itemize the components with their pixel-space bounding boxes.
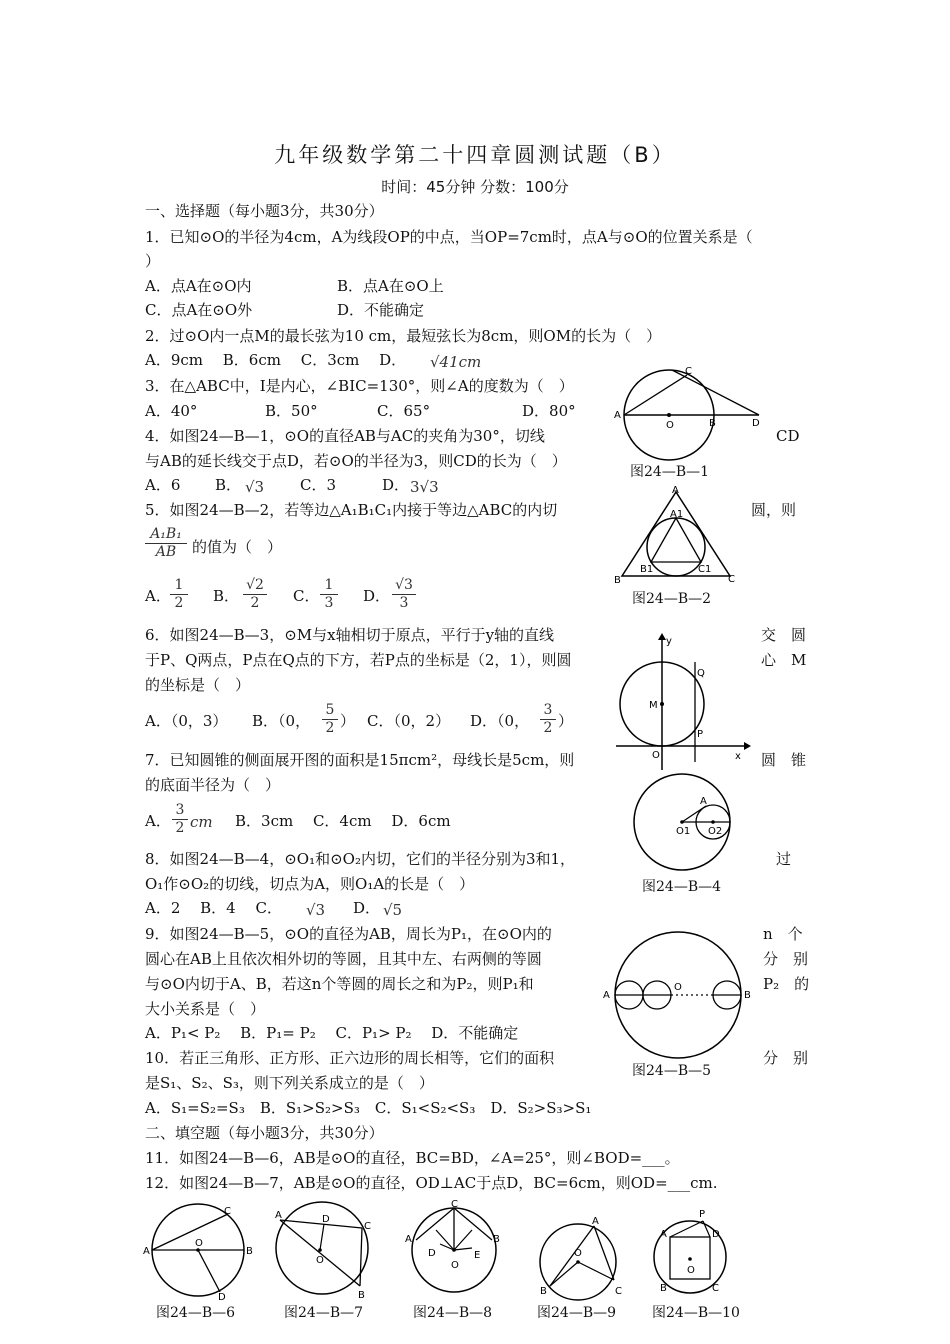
fig3-label-p: P <box>697 729 704 740</box>
q4-line2: 与AB的延长线交于点D，若⊙O的半径为3，则CD的长为（ ） <box>145 452 567 470</box>
caption-24-b-1: 图24—B—1 <box>630 464 710 480</box>
q6-option-d-close: ） <box>558 712 574 730</box>
q5-option-b-label: B． <box>213 587 240 605</box>
caption-24-b-6: 图24—B—6 <box>156 1305 236 1321</box>
q11-stem: 11．如图24—B—6，AB是⊙O的直径，BC=BD，∠A=25°，则∠BOD=___。 <box>145 1149 680 1167</box>
q7-option-a-label: A． <box>145 812 171 830</box>
q6-b-num: 5 <box>325 702 335 718</box>
figure-24-b-2 <box>612 484 742 586</box>
fig8-label-o: O <box>451 1260 459 1271</box>
q8-option-d: D． <box>353 899 381 917</box>
q7-line1-end: 圆 锥 <box>761 751 807 769</box>
q1-option-b: B．点A在⊙O上 <box>337 277 444 295</box>
q6-line1: 6．如图24—B—3，⊙M与x轴相切于原点，平行于y轴的直线 <box>145 626 555 644</box>
q7-line2: 的底面半径为（ ） <box>145 776 281 794</box>
fig5-label-a: A <box>603 990 610 1001</box>
q8-option-d-value: √5 <box>383 901 403 919</box>
q5-fraction-numerator: A₁B₁ <box>150 526 182 542</box>
fig10-label-c: C <box>712 1283 719 1294</box>
q6-option-d: D．（0， <box>470 712 530 730</box>
fig7-label-c: C <box>364 1221 371 1232</box>
fig1-label-b: B <box>709 418 716 429</box>
figure-24-b-8 <box>402 1200 502 1302</box>
fig8-label-e: E <box>474 1250 481 1261</box>
fig1-label-o: O <box>666 420 674 431</box>
q5-line1-end: 圆，则 <box>751 501 797 519</box>
fig1-label-a: A <box>614 410 621 421</box>
fig2-label-a1: A1 <box>670 509 684 520</box>
q1-option-a: A．点A在⊙O内 <box>145 277 252 295</box>
q5-b-num: √2 <box>246 577 264 593</box>
figure-24-b-3 <box>612 632 752 772</box>
fig7-label-a: A <box>275 1210 282 1221</box>
fig7-label-b: B <box>358 1290 365 1301</box>
q4-option-d-value: 3√3 <box>410 478 439 496</box>
fig9-label-c: C <box>615 1286 622 1297</box>
fig9-label-o: O <box>574 1248 582 1259</box>
q9-options: A．P₁< P₂ B．P₁= P₂ C．P₁> P₂ D．不能确定 <box>145 1024 519 1042</box>
fig7-label-d: D <box>322 1214 330 1225</box>
fig6-label-o: O <box>195 1238 203 1249</box>
q6-option-d-fraction <box>540 702 556 737</box>
q3-option-a: A．40° <box>145 402 198 420</box>
q9-line2-end: 分 别 <box>763 950 809 968</box>
q5-a-den: 2 <box>170 594 188 612</box>
q3-option-b: B．50° <box>265 402 318 420</box>
fig3-label-m: M <box>649 700 658 711</box>
q10-options: A．S₁=S₂=S₃ B．S₁>S₂>S₃ C．S₁<S₂<S₃ D．S₂>S₃>S₁ <box>145 1099 592 1117</box>
fig8-label-a: A <box>405 1234 412 1245</box>
q7-line1: 7．已知圆锥的侧面展开图的面积是15πcm²，母线长是5cm，则 <box>145 751 575 769</box>
q6-option-b: B．（0， <box>252 712 311 730</box>
page-subtitle: 时间：45分钟 分数：100分 <box>381 178 569 196</box>
q4-option-d: D． <box>382 476 410 494</box>
fig3-label-x: x <box>735 751 741 762</box>
fig3-label-o: O <box>652 750 660 761</box>
fig2-label-b: B <box>614 575 621 586</box>
fig6-label-c: C <box>224 1206 231 1217</box>
fig10-label-b: B <box>660 1283 667 1294</box>
q9-line1: 9．如图24—B—5，⊙O的直径为AB，周长为P₁，在⊙O内的 <box>145 925 552 943</box>
q4-line1-end: CD <box>776 427 800 445</box>
fig3-label-q: Q <box>697 668 705 679</box>
fig2-label-b1: B1 <box>640 564 654 575</box>
q10-line2: 是S₁、S₂、S₃，则下列关系成立的是（ ） <box>145 1074 434 1092</box>
q4-option-b-value: √3 <box>245 478 265 496</box>
fig8-label-c: C <box>451 1199 458 1210</box>
q5-d-num: √3 <box>395 577 413 593</box>
q8-options: A．2 B．4 C． <box>145 899 282 917</box>
fig10-label-a: A <box>660 1229 667 1240</box>
section-fill-heading: 二、填空题（每小题3分，共30分） <box>145 1124 384 1142</box>
caption-24-b-5: 图24—B—5 <box>632 1063 712 1079</box>
q9-line1-end: n 个 <box>763 925 803 943</box>
q8-line2: O₁作⊙O₂的切线，切点为A，则O₁A的长是（ ） <box>145 875 475 893</box>
q7-option-a-fraction <box>172 802 188 837</box>
q3-option-d: D．80° <box>522 402 576 420</box>
q4-line1: 4．如图24—B—1，⊙O的直径AB与AC的夹角为30°，切线 <box>145 427 545 445</box>
fig10-label-p: P <box>699 1209 706 1220</box>
q3-option-c: C．65° <box>377 402 431 420</box>
q7-option-a-unit: cm <box>190 813 213 831</box>
fig4-label-a: A <box>700 796 707 807</box>
fig8-label-d: D <box>428 1248 436 1259</box>
q4-option-c: C．3 <box>300 476 337 494</box>
figure-24-b-5 <box>600 930 760 1060</box>
fig3-label-y: y <box>666 636 672 647</box>
q3-stem: 3．在△ABC中，I是内心，∠BIC=130°，则∠A的度数为（ ） <box>145 377 574 395</box>
fig9-label-a: A <box>592 1216 599 1227</box>
q5-option-c-fraction <box>320 577 338 612</box>
q6-b-den: 2 <box>322 719 338 737</box>
fig10-label-d: D <box>712 1229 720 1240</box>
caption-24-b-8: 图24—B—8 <box>413 1305 493 1321</box>
q1-line2: ） <box>145 252 161 270</box>
fig2-label-c: C <box>728 574 735 585</box>
q5-option-d-label: D． <box>363 587 391 605</box>
q5-option-d-fraction <box>392 577 416 612</box>
fig6-label-a: A <box>143 1246 150 1257</box>
fig1-label-c: C <box>685 366 692 377</box>
q4-option-b: B． <box>215 476 242 494</box>
fig4-label-o1: O1 <box>676 826 691 837</box>
q10-line1: 10．若正三角形、正方形、正六边形的周长相等，它们的面积 <box>145 1049 555 1067</box>
q4-option-a: A．6 <box>145 476 181 494</box>
caption-24-b-7: 图24—B—7 <box>284 1305 364 1321</box>
q7-a-den: 2 <box>172 819 188 837</box>
q5-line1: 5．如图24—B—2，若等边△A₁B₁C₁内接于等边△ABC的内切 <box>145 501 558 519</box>
q6-option-a: A．（0，3） <box>145 712 228 730</box>
fig10-label-o: O <box>687 1265 695 1276</box>
q6-line3: 的坐标是（ ） <box>145 676 251 694</box>
q7-a-num: 3 <box>175 802 185 818</box>
q6-line1-end: 交 圆 <box>761 626 807 644</box>
fig2-label-c1: C1 <box>698 564 712 575</box>
fig5-label-o: O <box>674 982 682 993</box>
fig7-label-o: O <box>316 1255 324 1266</box>
q6-line2: 于P、Q两点，P点在Q点的下方，若P点的坐标是（2，1），则圆 <box>145 651 572 669</box>
q12-stem: 12．如图24—B—7，AB是⊙O的直径，OD⊥AC于点D，BC=6cm，则OD=___cm. <box>145 1174 718 1192</box>
q5-a-num: 1 <box>174 577 184 593</box>
q9-line4: 大小关系是（ ） <box>145 1000 266 1018</box>
figure-24-b-7 <box>268 1198 383 1302</box>
q9-line2: 圆心在AB上且依次相外切的等圆，且其中左、右两侧的等圆 <box>145 950 542 968</box>
fig2-label-a: A <box>672 485 679 496</box>
caption-24-b-10: 图24—B—10 <box>652 1305 740 1321</box>
q5-fraction <box>145 526 187 561</box>
q5-line2: 的值为（ ） <box>192 538 283 556</box>
q9-line3: 与⊙O内切于A、B，若这n个等圆的周长之和为P₂，则P₁和 <box>145 975 534 993</box>
fig9-label-b: B <box>540 1286 547 1297</box>
q5-option-c-label: C． <box>293 587 320 605</box>
q5-option-b-fraction <box>243 577 267 612</box>
q6-option-b-close: ） <box>340 712 356 730</box>
q8-line1-end: 过 <box>776 850 792 868</box>
q10-line1-end: 分 别 <box>763 1049 809 1067</box>
caption-24-b-2: 图24—B—2 <box>632 591 712 607</box>
q8-line1: 8．如图24—B—4，⊙O₁和⊙O₂内切，它们的半径分别为3和1， <box>145 850 576 868</box>
q9-line3-end: P₂ 的 <box>763 975 810 993</box>
q5-c-num: 1 <box>324 577 334 593</box>
figure-24-b-6 <box>140 1200 253 1303</box>
q1-option-c: C．点A在⊙O外 <box>145 301 253 319</box>
q8-option-c-value: √3 <box>306 901 326 919</box>
figure-24-b-4 <box>620 770 750 874</box>
q6-d-num: 3 <box>543 702 553 718</box>
figure-24-b-9 <box>530 1212 630 1304</box>
q6-line2-end: 心 M <box>761 651 807 669</box>
page-title: 九年级数学第二十四章圆测试题（B） <box>274 143 676 167</box>
q7-other-options: B．3cm C．4cm D．6cm <box>235 812 451 830</box>
caption-24-b-9: 图24—B—9 <box>537 1305 617 1321</box>
q2-options: A．9cm B．6cm C．3cm D． <box>145 351 407 369</box>
q5-c-den: 3 <box>320 594 338 612</box>
q5-d-den: 3 <box>392 594 416 612</box>
q6-d-den: 2 <box>540 719 556 737</box>
fig6-label-b: B <box>246 1246 253 1257</box>
q5-fraction-denominator: AB <box>145 543 187 561</box>
figure-24-b-1 <box>612 360 772 435</box>
q1-option-d: D．不能确定 <box>337 301 425 319</box>
q5-b-den: 2 <box>243 594 267 612</box>
q5-option-a-label: A． <box>145 587 171 605</box>
fig6-label-d: D <box>218 1292 226 1303</box>
q6-option-c: C．（0，2） <box>367 712 451 730</box>
fig4-label-o2: O2 <box>708 826 723 837</box>
section-choice-heading: 一、选择题（每小题3分，共30分） <box>145 202 384 220</box>
figure-24-b-10 <box>648 1205 738 1303</box>
fig8-label-b: B <box>493 1234 500 1245</box>
fig1-label-d: D <box>752 418 760 429</box>
q5-option-a-fraction <box>170 577 188 612</box>
q2-stem: 2．过⊙O内一点M的最长弦为10 cm，最短弦长为8cm，则OM的长为（ ） <box>145 327 662 345</box>
q1-line1: 1．已知⊙O的半径为4cm，A为线段OP的中点，当OP=7cm时，点A与⊙O的位置关系是（ <box>145 228 753 246</box>
fig5-label-b: B <box>744 990 751 1001</box>
q6-option-b-fraction <box>322 702 338 737</box>
caption-24-b-4: 图24—B—4 <box>642 879 722 895</box>
q2-option-d-root: √41cm <box>430 353 482 371</box>
